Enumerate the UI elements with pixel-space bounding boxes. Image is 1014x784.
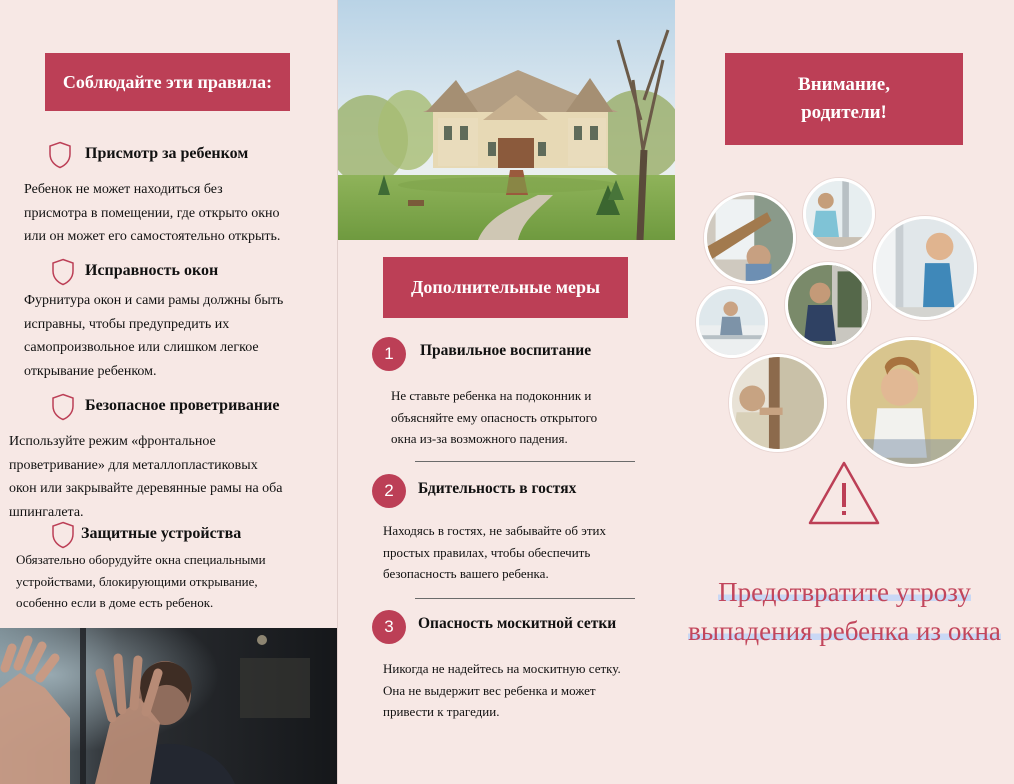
cta-line1: Предотвратите угрозу	[718, 577, 971, 607]
step-number-badge: 3	[372, 610, 406, 644]
rule-title-devices: Защитные устройства	[81, 525, 242, 542]
measure-title-upbringing: Правильное воспитание	[420, 342, 592, 359]
measure-text-upbringing: Не ставьте ребенка на подоконник и объясняйте ему опасность открытого окна из-за возможного падения.	[391, 388, 598, 446]
attention-banner-line1: Внимание,	[798, 74, 890, 95]
child-window-photo	[873, 216, 977, 320]
attention-banner-line2: родители!	[801, 102, 887, 123]
shield-icon	[51, 521, 75, 549]
attention-banner	[725, 53, 963, 145]
step-number-badge: 1	[372, 337, 406, 371]
measure-title-guests: Бдительность в гостях	[418, 480, 577, 497]
rule-text-supervision: Ребенок не может находиться без присмотра в помещении, где открыто окно или он может его самостоятельно открыть.	[24, 182, 281, 244]
child-window-photo	[803, 178, 875, 250]
attention-panel	[675, 0, 1014, 784]
shield-icon	[51, 393, 75, 421]
cta-line2: выпадения ребенка из окна	[688, 616, 1001, 646]
house-photo	[338, 0, 675, 240]
rule-title-windows: Исправность окон	[85, 262, 219, 279]
rules-banner-text: Соблюдайте эти правила:	[62, 71, 273, 92]
rule-text-windows: Фурнитура окон и сами рамы должны быть исправны, чтобы предупредить их самопроизвольное или слишком легкое открывание ребенком.	[24, 293, 284, 379]
rule-text-devices: Обязательно оборудуйте окна специальными устройствами, блокирующими открывание, особенно если в доме есть ребенок.	[16, 552, 266, 610]
warning-triangle-icon	[806, 459, 882, 527]
rule-text-ventilation: Используйте режим «фронтальное проветривание» для металлопластиковых окон или закрывайте деревянные рамы на оба шпингалета.	[9, 434, 283, 520]
child-window-photo	[729, 354, 827, 452]
rules-panel	[0, 0, 337, 784]
rules-banner	[45, 53, 290, 111]
shield-icon	[48, 141, 72, 169]
step-number-badge: 2	[372, 474, 406, 508]
child-window-photo	[704, 192, 796, 284]
measures-banner-text: Дополнительные меры	[410, 277, 601, 297]
child-window-photo	[785, 262, 871, 348]
child-window-photo	[847, 337, 977, 467]
rule-title-supervision: Присмотр за ребенком	[85, 145, 249, 162]
measure-text-guests: Находясь в гостях, не забывайте об этих простых правилах, чтобы обеспечить безопасность вашего ребенка.	[383, 523, 607, 581]
child-window-photo	[696, 286, 768, 358]
measures-panel	[337, 0, 676, 784]
measure-title-mosquito-net: Опасность москитной сетки	[418, 615, 617, 632]
measures-banner	[383, 257, 628, 318]
rule-title-ventilation: Безопасное проветривание	[85, 397, 280, 414]
measure-text-mosquito-net: Никогда не надейтесь на москитную сетку. Она не выдержит вес ребенка и может привести к трагедии.	[383, 661, 621, 719]
divider	[415, 461, 635, 462]
divider	[415, 598, 635, 599]
raised-hands-photo	[0, 628, 337, 784]
shield-icon	[51, 258, 75, 286]
